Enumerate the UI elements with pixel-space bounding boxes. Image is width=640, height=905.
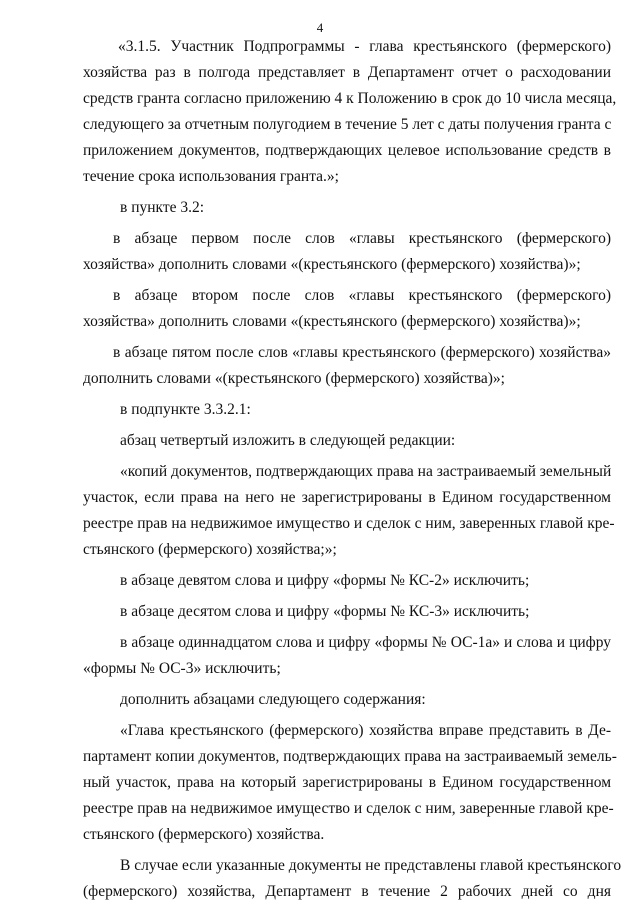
paragraph bbox=[83, 226, 611, 278]
text-line: ный участок, права на который зарегистрированы в Едином государственном bbox=[83, 774, 611, 791]
text-line: хозяйства» дополнить словами «(крестьянского (фермерского) хозяйства)»; bbox=[83, 256, 581, 273]
text-line: «3.1.5. Участник Подпрограммы - глава крестьянского (фермерского) bbox=[118, 38, 611, 55]
text-line: хозяйства раз в полгода представляет в Департамент отчет о расходовании bbox=[83, 64, 611, 81]
paragraph bbox=[83, 718, 617, 848]
document-body bbox=[83, 34, 622, 905]
text-line: дополнить абзацами следующего содержания: bbox=[120, 691, 426, 708]
text-line: стьянского (фермерского) хозяйства;»; bbox=[83, 541, 337, 558]
text-line: абзац четвертый изложить в следующей редакции: bbox=[120, 432, 456, 449]
text-line: в абзаце первом после слов «главы крестьянского (фермерского) bbox=[113, 230, 611, 247]
text-line: В случае если указанные документы не представлены главой крестьянского bbox=[120, 857, 622, 874]
text-line: «формы № ОС-3» исключить; bbox=[83, 660, 281, 677]
text-line: реестре прав на недвижимое имущество и сделок с ним, заверенные главой кре- bbox=[83, 800, 614, 817]
text-line: участок, если права на него не зарегистрированы в Едином государственном bbox=[83, 489, 611, 506]
text-line: хозяйства» дополнить словами «(крестьянского (фермерского) хозяйства)»; bbox=[83, 313, 581, 330]
paragraph bbox=[83, 428, 611, 454]
paragraph bbox=[83, 283, 611, 335]
paragraph bbox=[83, 34, 617, 190]
text-line: «копий документов, подтверждающих права на застраиваемый земельный bbox=[120, 463, 612, 480]
text-line: (фермерского) хозяйства, Департамент в течение 2 рабочих дней со дня bbox=[83, 883, 611, 900]
text-line: партамент копии документов, подтверждающих права на застраиваемый земель- bbox=[83, 748, 617, 765]
paragraph bbox=[83, 459, 615, 563]
text-line: в абзаце десятом слова и цифру «формы № КС-3» исключить; bbox=[120, 603, 530, 620]
text-line: течение срока использования гранта.»; bbox=[83, 168, 339, 185]
text-line: в абзаце втором после слов «главы крестьянского (фермерского) bbox=[113, 287, 611, 304]
paragraph bbox=[83, 853, 622, 905]
paragraph bbox=[83, 195, 611, 221]
text-line: следующего за отчетным полугодием в течение 5 лет с даты получения гранта с bbox=[83, 116, 612, 133]
text-line: стьянского (фермерского) хозяйства. bbox=[83, 826, 325, 843]
text-line: в пункте 3.2: bbox=[120, 199, 205, 216]
text-line: в подпункте 3.3.2.1: bbox=[120, 401, 251, 418]
text-line: в абзаце одиннадцатом слова и цифру «формы № ОС-1а» и слова и цифру bbox=[120, 634, 611, 651]
paragraph bbox=[83, 630, 611, 682]
paragraph bbox=[83, 687, 611, 713]
text-line: дополнить словами «(крестьянского (фермерского) хозяйства)»; bbox=[83, 370, 505, 387]
paragraph bbox=[83, 599, 611, 625]
paragraph bbox=[83, 568, 611, 594]
text-line: «Глава крестьянского (фермерского) хозяйства вправе представить в Де- bbox=[120, 722, 611, 739]
paragraph bbox=[83, 397, 611, 423]
paragraph bbox=[83, 340, 611, 392]
text-line: в абзаце девятом слова и цифру «формы № КС-2» исключить; bbox=[120, 572, 530, 589]
text-line: средств гранта согласно приложению 4 к Положению в срок до 10 числа месяца, bbox=[83, 90, 617, 107]
text-line: в абзаце пятом после слов «главы крестьянского (фермерского) хозяйства» bbox=[113, 344, 611, 361]
text-line: реестре прав на недвижимое имущество и сделок с ним, заверенных главой кре- bbox=[83, 515, 615, 532]
text-line: приложением документов, подтверждающих целевое использование средств в bbox=[83, 142, 611, 159]
page-number: 4 bbox=[316, 20, 324, 35]
